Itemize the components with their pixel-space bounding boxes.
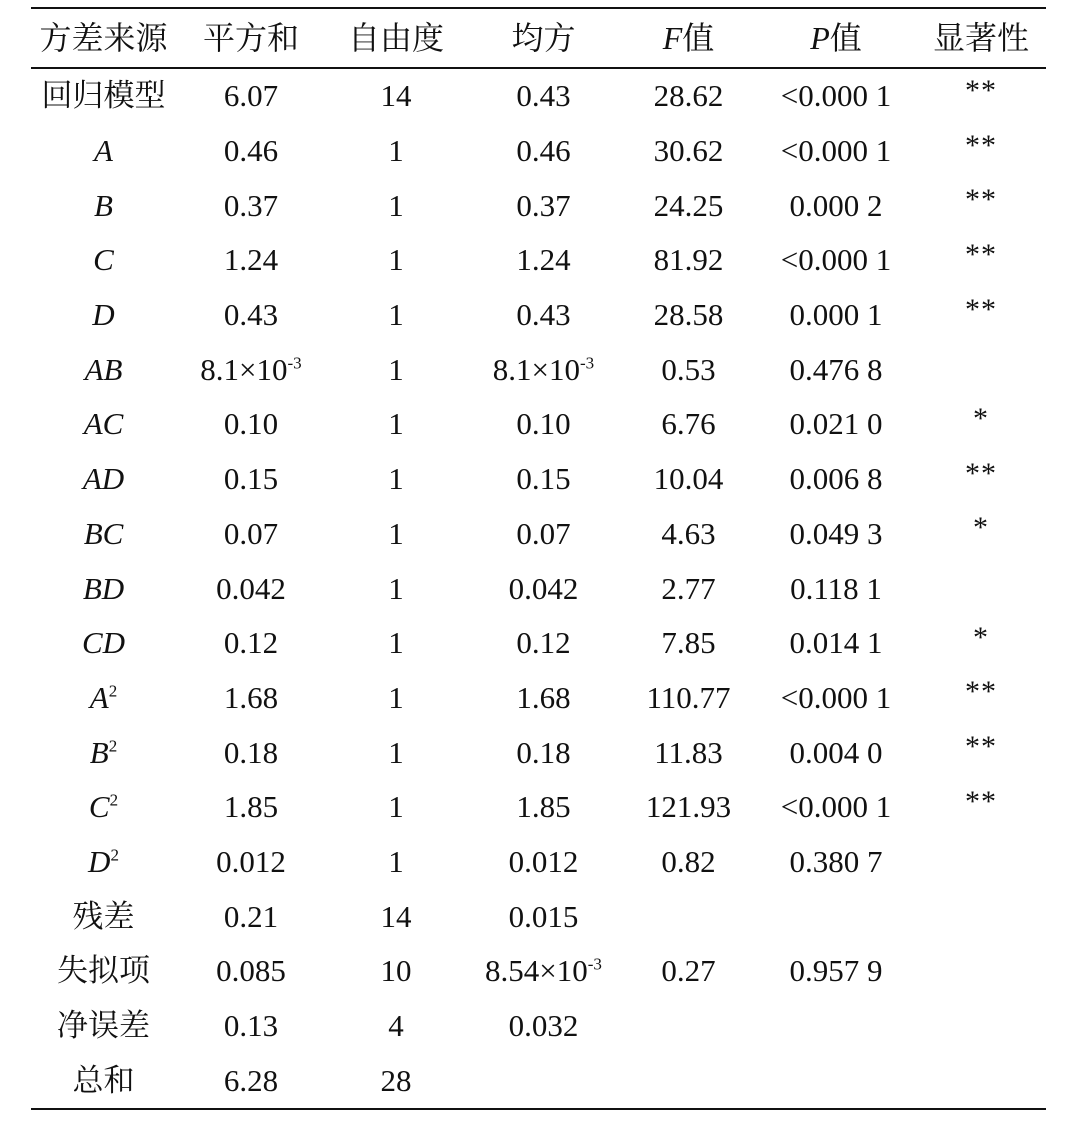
p-value-cell: 0.049 3	[789, 515, 883, 551]
table-row	[31, 287, 1046, 342]
f-value-cell: 4.63	[661, 515, 716, 551]
f-value-cell: 7.85	[661, 625, 716, 661]
p-value-cell: 0.476 8	[789, 351, 883, 387]
source-cell: $C^2$	[88, 789, 119, 825]
source-cell: $D^2$	[88, 843, 119, 879]
sum-of-squares-cell: 0.15	[223, 461, 279, 497]
header-significance: 显著性	[932, 20, 1029, 56]
f-value-cell: 0.53	[661, 351, 716, 387]
p-value-cell: 0.118 1	[790, 570, 882, 606]
header-p-value: P值	[810, 20, 862, 56]
source-cell: CD	[81, 625, 126, 661]
p-value-cell: 0.000 1	[789, 297, 883, 333]
sum-of-squares-cell: 0.18	[223, 734, 279, 770]
table-row	[31, 889, 1046, 944]
sum-of-squares-cell: 0.43	[223, 297, 279, 333]
significance-cell: **	[965, 292, 997, 326]
f-value-cell: 6.76	[661, 406, 716, 442]
mean-square-cell: 0.43	[516, 297, 571, 333]
sum-of-squares-cell: 0.13	[223, 1008, 279, 1044]
p-value-cell: <0.000 1	[780, 242, 892, 278]
df-cell: 1	[388, 297, 404, 333]
sum-of-squares-cell: 0.37	[223, 187, 279, 223]
f-value-cell: 11.83	[654, 734, 723, 770]
mean-square-cell: 0.10	[516, 406, 571, 442]
sum-of-squares-cell: 0.085	[216, 953, 286, 989]
significance-cell: **	[965, 784, 997, 818]
source-cell: 总和	[72, 1062, 135, 1098]
df-cell: 14	[380, 78, 412, 114]
table-row	[31, 561, 1046, 616]
significance-cell: *	[973, 401, 989, 435]
significance-cell: **	[965, 675, 997, 709]
source-cell: 回归模型	[41, 78, 166, 114]
mean-square-cell: 1.24	[516, 242, 571, 278]
significance-cell: **	[965, 183, 997, 217]
df-cell: 1	[388, 843, 404, 879]
df-cell: 1	[388, 242, 404, 278]
mean-square-cell: 0.015	[508, 898, 579, 934]
f-value-cell: 121.93	[645, 789, 732, 825]
sum-of-squares-cell: 0.012	[216, 843, 286, 879]
table-row	[31, 1053, 1046, 1108]
p-value-cell: 0.957 9	[789, 953, 883, 989]
table-row	[31, 506, 1046, 561]
source-cell: A	[94, 133, 113, 169]
df-cell: 1	[388, 406, 404, 442]
table-row	[31, 615, 1046, 670]
df-cell: 10	[380, 953, 412, 989]
mean-square-cell: 0.46	[516, 133, 571, 169]
significance-cell: *	[973, 620, 989, 654]
table-row	[31, 451, 1046, 506]
table-row	[31, 944, 1046, 999]
table-row	[31, 998, 1046, 1053]
p-value-cell: 0.000 2	[789, 187, 883, 223]
table-row	[31, 670, 1046, 725]
source-cell: 残差	[72, 898, 135, 934]
sum-of-squares-cell: 6.28	[223, 1062, 279, 1098]
mean-square-cell: 0.032	[508, 1008, 579, 1044]
f-value-cell: 28.58	[653, 297, 724, 333]
table-row	[31, 69, 1046, 124]
p-value-cell: 0.014 1	[789, 625, 883, 661]
p-value-cell: 0.021 0	[789, 406, 883, 442]
sum-of-squares-cell: 1.24	[223, 242, 279, 278]
header-sum-of-squares: 平方和	[202, 20, 299, 56]
mean-square-cell: 1.85	[516, 789, 571, 825]
f-value-cell: 110.77	[646, 679, 731, 715]
table-row	[31, 397, 1046, 452]
source-cell: BD	[82, 570, 125, 606]
significance-cell: **	[965, 730, 997, 764]
mean-square-cell: 0.07	[516, 515, 571, 551]
mean-square-cell: 0.012	[508, 843, 579, 879]
significance-cell: *	[973, 511, 989, 545]
table-row	[31, 725, 1046, 780]
mean-square-cell: 1.68	[516, 679, 571, 715]
f-value-cell: 10.04	[653, 461, 724, 497]
f-value-cell: 81.92	[653, 242, 724, 278]
mean-square-cell: 0.15	[516, 461, 571, 497]
header-source: 方差来源	[39, 20, 168, 56]
bottom-rule	[31, 1108, 1046, 1110]
source-cell: AB	[84, 351, 123, 387]
mean-square-cell: 0.12	[516, 625, 571, 661]
p-value-cell: <0.000 1	[780, 133, 892, 169]
header-mean-square: 均方	[511, 20, 576, 56]
source-cell: C	[93, 242, 114, 278]
table-body	[31, 69, 1046, 1108]
source-cell: D	[92, 297, 115, 333]
p-value-cell: <0.000 1	[780, 679, 892, 715]
anova-table	[31, 7, 1046, 1110]
header-degrees-of-freedom: 自由度	[347, 20, 444, 56]
p-value-cell: 0.004 0	[789, 734, 883, 770]
sum-of-squares-cell: 1.68	[223, 679, 279, 715]
df-cell: 1	[388, 570, 404, 606]
source-cell: 失拟项	[57, 953, 150, 989]
source-cell: B	[94, 187, 113, 223]
sum-of-squares-cell: 6.07	[223, 78, 279, 114]
table-row	[31, 779, 1046, 834]
table-row	[31, 178, 1046, 233]
sum-of-squares-cell: 0.07	[223, 515, 279, 551]
source-cell: $A^2$	[89, 679, 118, 715]
significance-cell: **	[965, 73, 997, 107]
table-row	[31, 342, 1046, 397]
p-value-cell: 0.380 7	[789, 843, 883, 879]
df-cell: 14	[380, 898, 412, 934]
sum-of-squares-cell: 0.12	[223, 625, 279, 661]
header-row	[31, 9, 1046, 67]
p-value-cell: 0.006 8	[789, 461, 883, 497]
mean-square-cell: 0.042	[508, 570, 579, 606]
header-f-value: F值	[662, 20, 715, 56]
sum-of-squares-cell: 0.46	[223, 133, 279, 169]
df-cell: 1	[388, 187, 404, 223]
df-cell: 28	[380, 1062, 412, 1098]
sum-of-squares-cell: 0.10	[223, 406, 279, 442]
df-cell: 1	[388, 679, 404, 715]
significance-cell: **	[965, 237, 997, 271]
table-row	[31, 123, 1046, 178]
f-value-cell: 2.77	[661, 570, 716, 606]
source-cell: $B^2$	[89, 734, 118, 770]
mean-square-cell: $8.1\times 10^{-3}$	[492, 351, 595, 387]
f-value-cell: 28.62	[653, 78, 724, 114]
sum-of-squares-cell: 0.042	[216, 570, 286, 606]
significance-cell: **	[965, 456, 997, 490]
source-cell: 净误差	[57, 1008, 150, 1044]
f-value-cell: 0.82	[661, 843, 716, 879]
mean-square-cell: 0.43	[516, 78, 571, 114]
table-row	[31, 834, 1046, 889]
sum-of-squares-cell: $8.1\times 10^{-3}$	[200, 351, 302, 387]
source-cell: AC	[83, 406, 124, 442]
significance-cell: **	[965, 128, 997, 162]
df-cell: 1	[388, 734, 404, 770]
p-value-cell: <0.000 1	[780, 789, 892, 825]
mean-square-cell: $8.54\times 10^{-3}$	[485, 953, 602, 989]
df-cell: 1	[388, 789, 404, 825]
df-cell: 1	[388, 625, 404, 661]
df-cell: 1	[388, 515, 404, 551]
source-cell: BC	[83, 515, 124, 551]
mean-square-cell: 0.18	[516, 734, 571, 770]
df-cell: 4	[388, 1008, 404, 1044]
sum-of-squares-cell: 1.85	[223, 789, 279, 825]
sum-of-squares-cell: 0.21	[223, 898, 279, 934]
df-cell: 1	[388, 133, 404, 169]
df-cell: 1	[388, 351, 404, 387]
mean-square-cell: 0.37	[516, 187, 571, 223]
f-value-cell: 30.62	[653, 133, 724, 169]
table-row	[31, 233, 1046, 288]
source-cell: AD	[82, 461, 125, 497]
p-value-cell: <0.000 1	[780, 78, 892, 114]
f-value-cell: 0.27	[661, 953, 716, 989]
df-cell: 1	[388, 461, 404, 497]
f-value-cell: 24.25	[653, 187, 724, 223]
